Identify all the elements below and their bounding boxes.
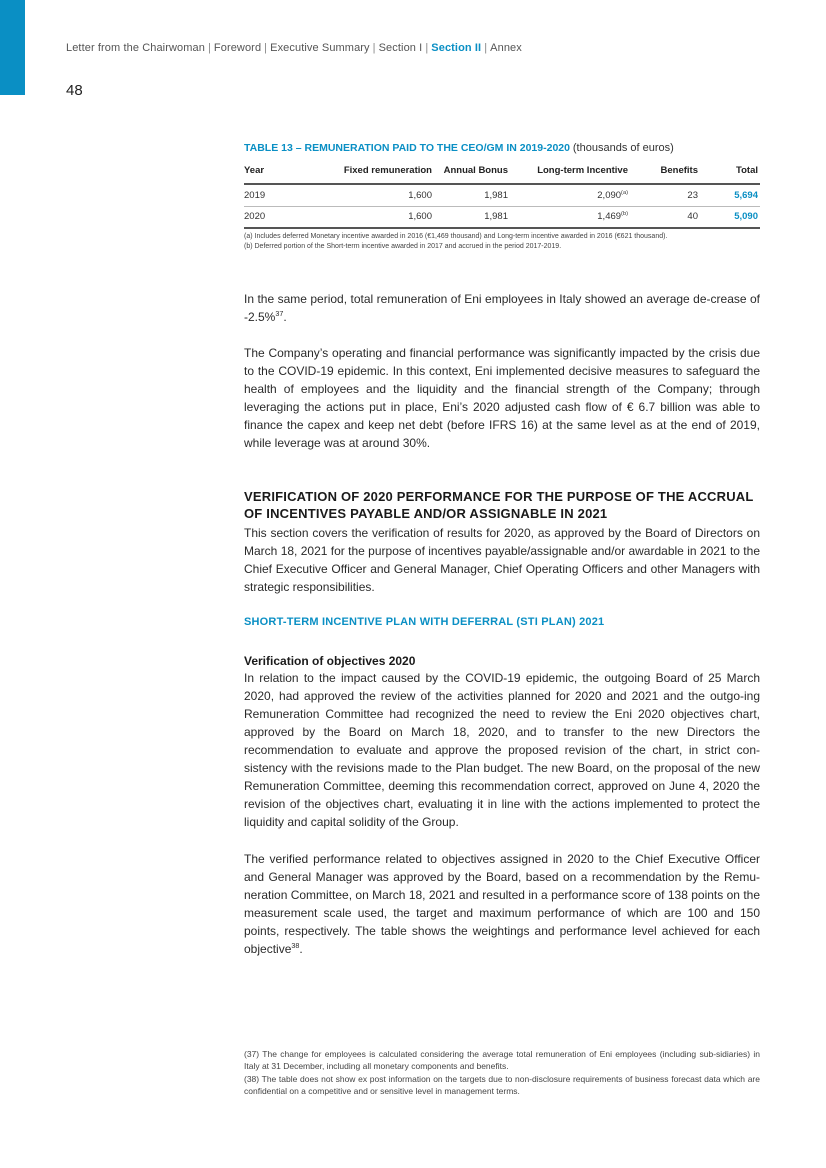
table-notes — [244, 232, 760, 252]
table-row — [244, 206, 760, 228]
table-note-a: (a) Includes deferred Monetary incentive awarded in 2016 (€1,469 thousand) and Long-term incentive awarded in 2016 (€621 thousand). — [244, 233, 668, 240]
cell-benefits: 40 — [628, 206, 698, 228]
footnote-ref-38[interactable]: 38 — [291, 941, 300, 950]
table-row — [244, 184, 760, 206]
paragraph-covid-impact: The Company’s operating and financial performance was significantly impacted by the crisis due to the COVID-19 epidemic. In this context, Eni implemented decisive measures to safeguard the health of employees and the liquidity and the financial strength of the Company; through leveraging the actions put in place, Eni’s 2020 adjusted cash flow of € 6.7 billion was able to finance the capex and keep net debt (before IFRS 16) at the same level as at the end of 2019, while leverage was at around 30%. — [244, 346, 760, 450]
footnote-ref-37[interactable]: 37 — [275, 309, 284, 318]
col-header-fixed: Fixed remuneration — [294, 160, 432, 184]
cell-fixed: 1,600 — [294, 184, 432, 206]
verification-heading: Verification of objectives 2020 — [244, 654, 416, 668]
cell-year: 2019 — [244, 184, 294, 206]
paragraph-section-intro: This section covers the verification of results for 2020, as approved by the Board of Directors on March 18, 2021 for the purpose of incentives payable/assignable and/or awardable in 2021 to the Chief Executive Officer and General Manager, Chief Operating Officers and other Managers with strategic responsibilities. — [244, 526, 760, 594]
paragraph-objectives-review: In relation to the impact caused by the COVID-19 epidemic, the outgoing Board of 25 March 2020, had approved the review of the activities planned for 2020 and 2021 and the outgo-ing Remuneration Committee had recognized the need to review the Eni 2020 objectives chart, approved by the Board on March 18, 2020, and to transfer to the new Directors the recommendation to evaluate and approve the proposed revision of the chart, in strict con-sistency with the revisions made to the Plan budget. The new Board, on the proposal of the new Remuneration Committee, deeming this recommendation correct, approved on June 4, 2020 the revision of the objectives chart, evaluating it in line with the actions implemented to protect the liquidity and capital solidity of the Group. — [244, 671, 760, 829]
section-heading: VERIFICATION OF 2020 PERFORMANCE FOR THE PURPOSE OF THE ACCRUAL OF INCENTIVES PAYABLE AND/OR ASSIGNABLE IN 2021 — [244, 489, 754, 521]
cell-total: 5,090 — [698, 206, 760, 228]
cell-fixed: 1,600 — [294, 206, 432, 228]
paragraph-employee-remuneration — [244, 290, 760, 326]
cell-lti-note: (a) — [621, 189, 628, 196]
paragraph-end: . — [299, 942, 303, 956]
table-unit: (thousands of euros) — [572, 142, 674, 154]
footnote-38: (38) The table does not show ex post information on the targets due to non-disclosure requirements of business forecast data which are confidential on a competitive and or sensitive level in management terms. — [244, 1074, 760, 1096]
breadcrumb-item-executive-summary[interactable]: Executive Summary — [270, 42, 370, 54]
cell-bonus: 1,981 — [432, 184, 508, 206]
breadcrumb-separator: | — [425, 42, 429, 54]
paragraph-text: The verified performance related to objectives assigned in 2020 to the Chief Executive Officer and General Manager was approved by the Board, based on a recommendation by the Remu-neration Committee, on March 18, 2021 and resulted in a performance score of 138 points on the measurement scale used, the target and maximum performance of which are 100 and 150 points, respectively. The table shows the weightings and performance level achieved for each objective — [244, 852, 760, 956]
section-color-tab — [0, 0, 25, 95]
table-header-row — [244, 160, 760, 184]
cell-lti-value: 1,469 — [597, 211, 622, 223]
footnote-37: (37) The change for employees is calculated considering the average total remuneration of Eni employees (including sub-sidiaries) in Italy at 31 December, including all monetary components and benefits. — [244, 1049, 760, 1071]
cell-lti-note: (b) — [621, 211, 628, 218]
col-header-lti: Long-term Incentive — [508, 160, 628, 184]
cell-lti — [508, 206, 628, 228]
cell-year: 2020 — [244, 206, 294, 228]
table-title — [244, 142, 674, 154]
breadcrumb-item-annex[interactable]: Annex — [490, 42, 522, 54]
breadcrumb-item-letter[interactable]: Letter from the Chairwoman — [66, 42, 205, 54]
col-header-bonus: Annual Bonus — [432, 160, 508, 184]
cell-bonus: 1,981 — [432, 206, 508, 228]
table-note-b: (b) Deferred portion of the Short-term incentive awarded in 2017 and accrued in the period 2017-2019. — [244, 243, 562, 250]
paragraph-text: In the same period, total remuneration of Eni employees in Italy showed an average de-crease of -2.5% — [244, 292, 760, 324]
table-title-text: TABLE 13 – REMUNERATION PAID TO THE CEO/GM IN 2019-2020 — [244, 142, 570, 154]
breadcrumb-separator: | — [264, 42, 268, 54]
cell-lti-value: 2,090 — [597, 189, 622, 201]
breadcrumb — [66, 42, 522, 54]
remuneration-table — [244, 160, 760, 229]
breadcrumb-item-section-1[interactable]: Section I — [378, 42, 423, 54]
paragraph-performance-score — [244, 850, 760, 958]
breadcrumb-item-foreword[interactable]: Foreword — [213, 42, 262, 54]
breadcrumb-item-section-2[interactable]: Section II — [431, 42, 482, 54]
col-header-benefits: Benefits — [628, 160, 698, 184]
col-header-year: Year — [244, 160, 294, 184]
col-header-total: Total — [698, 160, 760, 184]
sti-plan-heading: SHORT-TERM INCENTIVE PLAN WITH DEFERRAL (STI PLAN) 2021 — [244, 616, 605, 628]
breadcrumb-separator: | — [372, 42, 376, 54]
cell-total: 5,694 — [698, 184, 760, 206]
paragraph-end: . — [283, 310, 287, 324]
page-number: 48 — [66, 82, 83, 99]
cell-benefits: 23 — [628, 184, 698, 206]
breadcrumb-separator: | — [207, 42, 211, 54]
footnotes — [244, 1048, 760, 1098]
cell-lti — [508, 184, 628, 206]
breadcrumb-separator: | — [484, 42, 488, 54]
